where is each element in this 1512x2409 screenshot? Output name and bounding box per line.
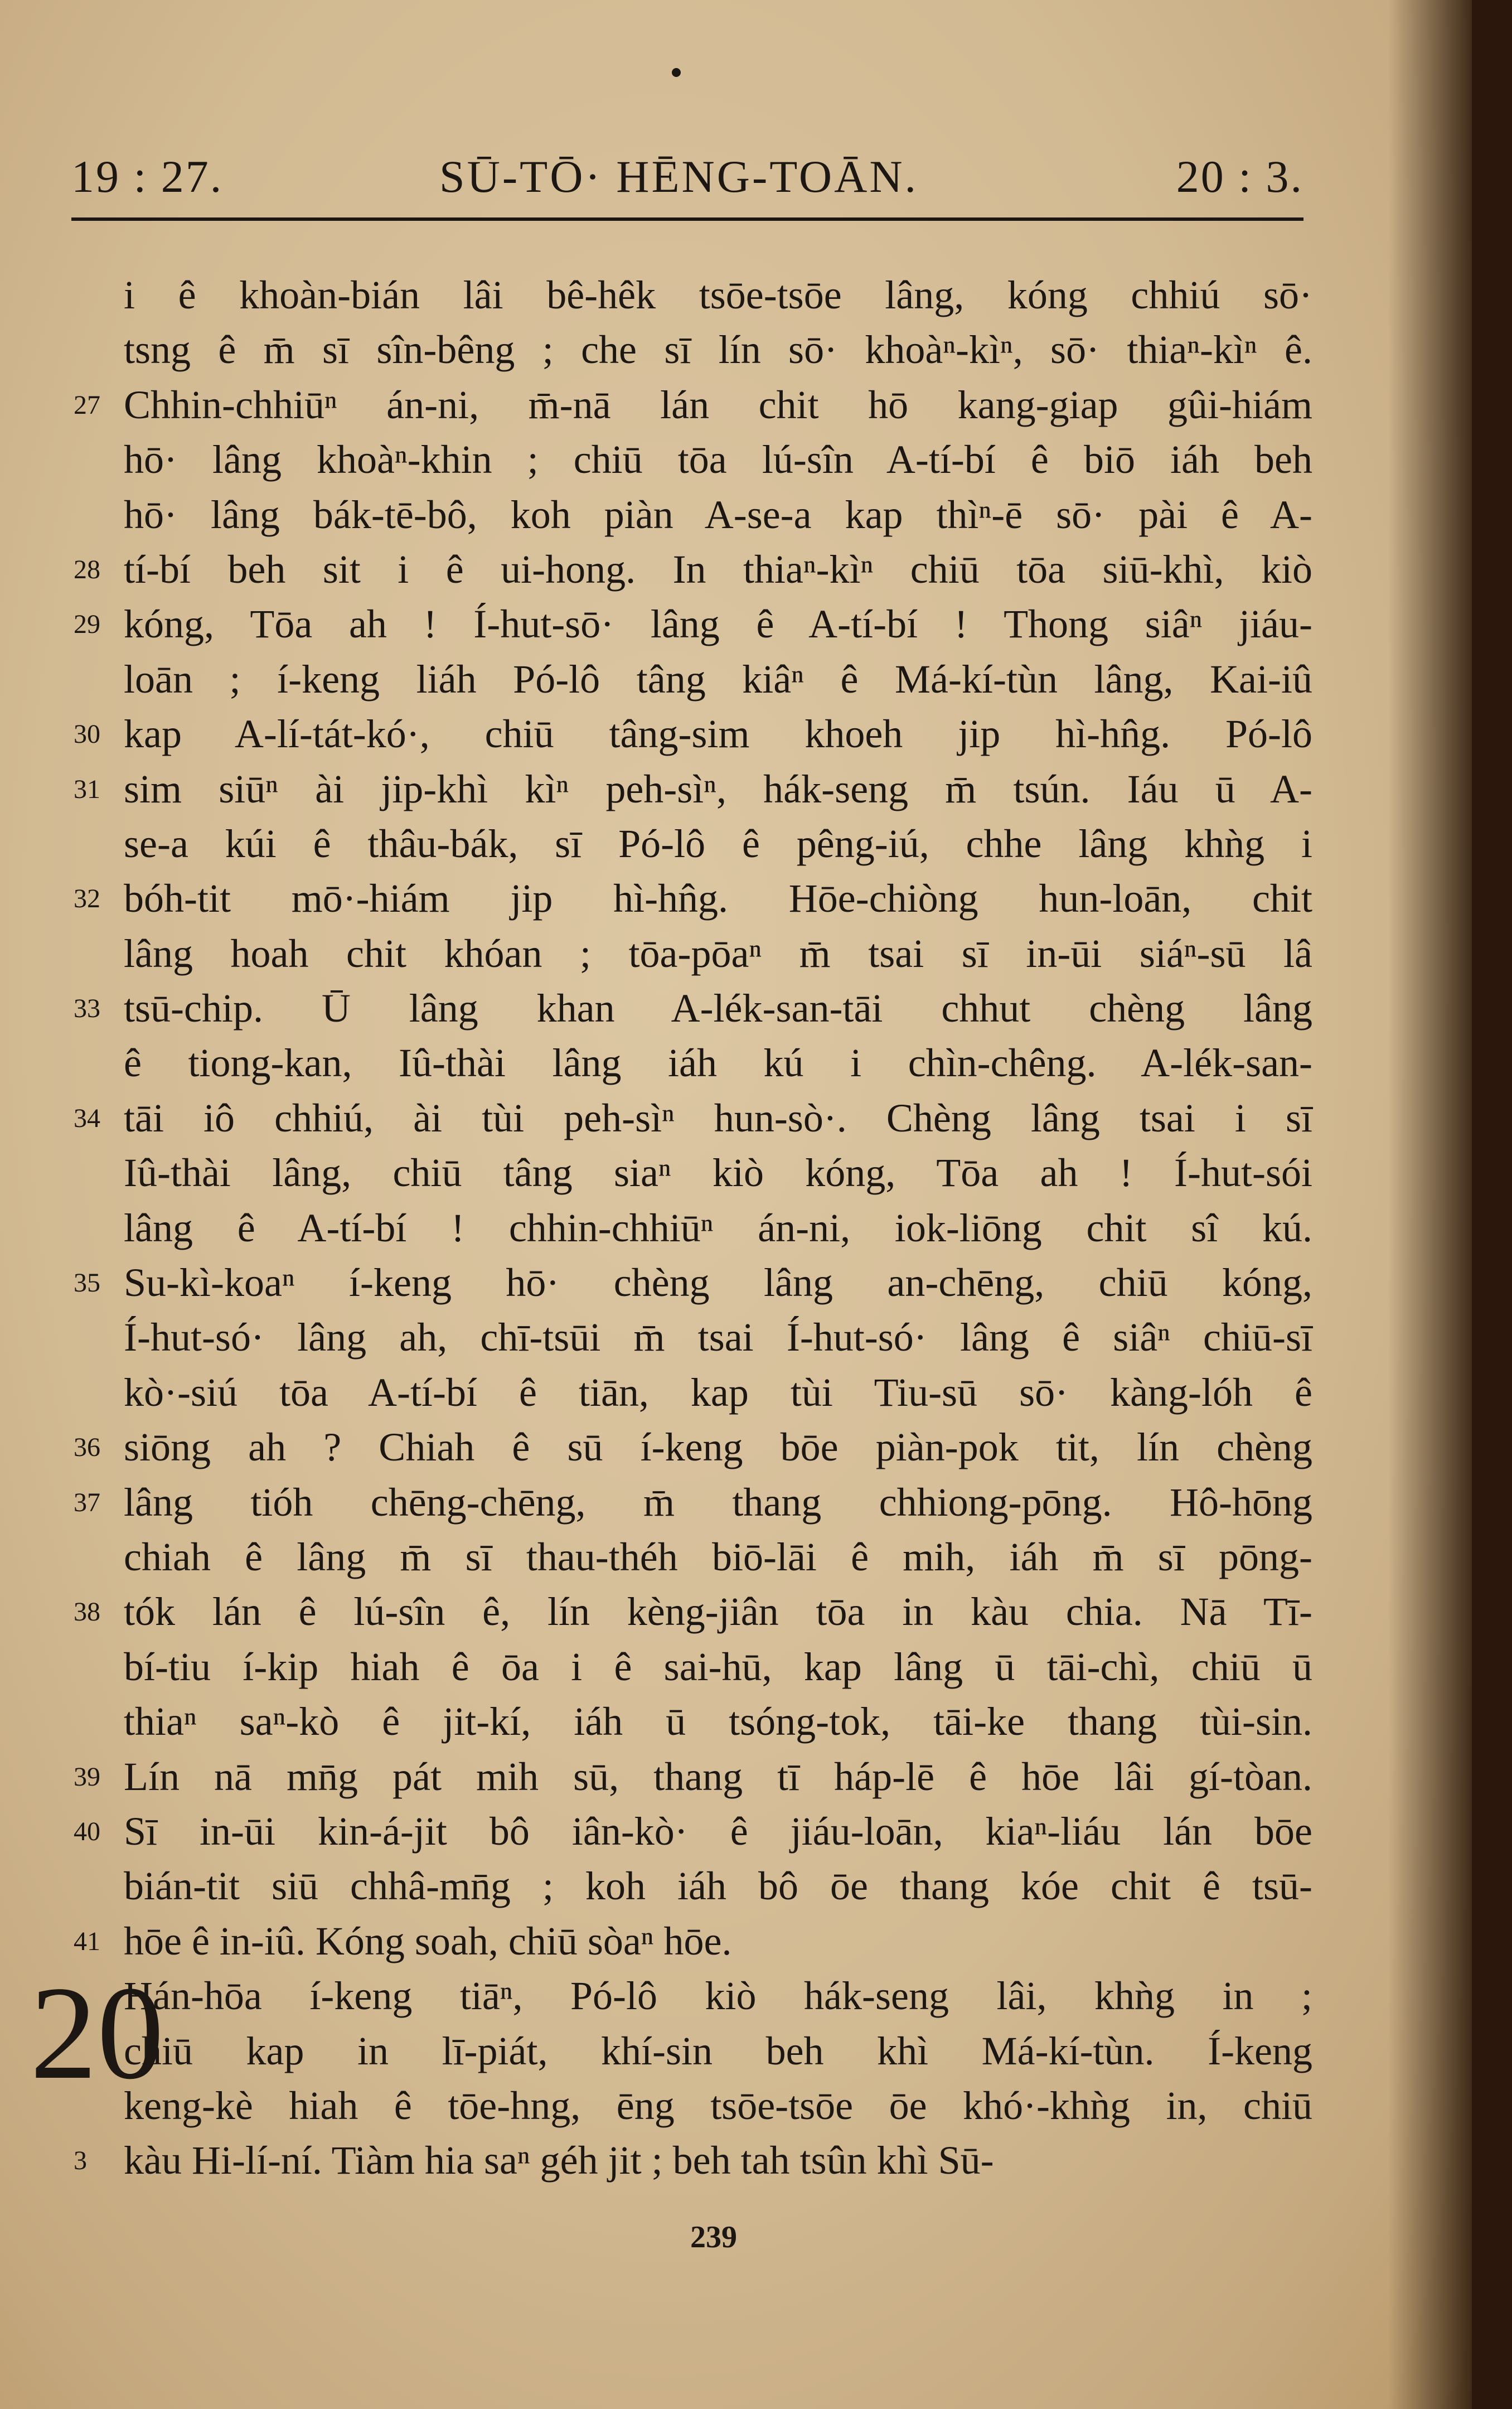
line-text: bián-tit siū chhâ-mn̄g ; koh iáh bô ōe thang kóe chit ê tsū- xyxy=(124,1864,1312,1909)
text-line xyxy=(22,816,1316,871)
text-line xyxy=(22,1859,1316,1913)
text-line xyxy=(22,1968,1316,2023)
line-text: lâng ê A-tí-bí ! chhin-chhiūⁿ án-ni, iok-liōng chit sî kú. xyxy=(124,1205,1312,1250)
verse-number: 36 xyxy=(74,1433,100,1463)
running-header xyxy=(71,151,1303,217)
text-line xyxy=(22,926,1316,981)
text-line xyxy=(22,1255,1316,1310)
verse-number: 3 xyxy=(74,2146,87,2176)
header-right-reference: 20 : 3. xyxy=(1176,151,1303,202)
line-text: kò·-siú tōa A-tí-bí ê tiān, kap tùi Tiu-sū sō· kàng-lóh ê xyxy=(124,1370,1312,1415)
top-dot-mark xyxy=(672,68,681,77)
verse-number: 35 xyxy=(74,1268,100,1298)
verse-number: 31 xyxy=(74,774,100,804)
line-text: siōng ah ? Chiah ê sū í-keng bōe piàn-pok tit, lín chèng xyxy=(124,1425,1312,1470)
line-text: bí-tiu í-kip hiah ê ōa i ê sai-hū, kap lâng ū tāi-chì, chiū ū xyxy=(124,1644,1312,1689)
line-text: keng-kè hiah ê tōe-hng, ēng tsōe-tsōe ōe khó·-khǹg in, chiū xyxy=(124,2083,1312,2128)
line-text: chiū kap in lī-piát, khí-sin beh khì Má-kí-tùn. Í-keng xyxy=(124,2028,1312,2073)
line-text: Lín nā mn̄g pát mih sū, thang tī háp-lē ê hōe lâi gí-tòan. xyxy=(124,1754,1312,1799)
text-line xyxy=(22,268,1316,322)
line-text: kóng, Tōa ah ! Í-hut-sō· lâng ê A-tí-bí ! Thong siâⁿ jiáu- xyxy=(124,602,1312,647)
text-line xyxy=(22,2024,1316,2078)
text-line xyxy=(22,542,1316,597)
line-text: tāi iô chhiú, ài tùi peh-sìⁿ hun-sò·. Chèng lâng tsai i sī xyxy=(124,1095,1312,1140)
line-text: thiaⁿ saⁿ-kò ê jit-kí, iáh ū tsóng-tok, tāi-ke thang tùi-sin. xyxy=(124,1699,1312,1744)
text-line xyxy=(22,652,1316,707)
text-line xyxy=(22,1475,1316,1530)
text-line xyxy=(22,1914,1316,1968)
line-text: loān ; í-keng liáh Pó-lô tâng kiâⁿ ê Má-kí-tùn lâng, Kai-iû xyxy=(124,656,1312,702)
text-line xyxy=(22,871,1316,926)
line-text: Hán-hōa í-keng tiāⁿ, Pó-lô kiò hák-seng lâi, khǹg in ; xyxy=(124,1973,1312,2019)
text-line xyxy=(22,487,1316,542)
text-line xyxy=(22,1584,1316,1639)
text-line xyxy=(22,762,1316,816)
line-text: Chhin-chhiūⁿ án-ni, m̄-nā lán chit hō kang-giap gûi-hiám xyxy=(124,382,1312,427)
line-text: se-a kúi ê thâu-bák, sī Pó-lô ê pêng-iú, chhe lâng khǹg i xyxy=(124,821,1312,866)
text-line xyxy=(22,1201,1316,1255)
text-line xyxy=(22,1530,1316,1584)
line-text: lâng tióh chēng-chēng, m̄ thang chhiong-pōng. Hô-hōng xyxy=(124,1479,1312,1525)
text-line xyxy=(22,1310,1316,1365)
page-number: 239 xyxy=(690,2220,737,2255)
header-title: SŪ-TŌ· HĒNG-TOĀN. xyxy=(439,151,919,202)
header-rule xyxy=(71,217,1303,221)
line-text: Sī in-ūi kin-á-jit bô iân-kò· ê jiáu-loān, kiaⁿ-liáu lán bōe xyxy=(124,1808,1312,1854)
text-line xyxy=(22,1420,1316,1474)
line-text: sim siūⁿ ài jip-khì kìⁿ peh-sìⁿ, hák-seng m̄ tsún. Iáu ū A- xyxy=(124,766,1312,811)
line-text: kap A-lí-tát-kó·, chiū tâng-sim khoeh jip hì-hn̂g. Pó-lô xyxy=(124,712,1312,757)
line-text: Su-kì-koaⁿ í-keng hō· chèng lâng an-chēng, chiū kóng, xyxy=(124,1260,1312,1305)
line-text: kàu Hi-lí-ní. Tiàm hia saⁿ géh jit ; beh tah tsûn khì Sū- xyxy=(124,2138,994,2183)
text-line xyxy=(22,2133,1316,2188)
line-text: i ê khoàn-bián lâi bê-hêk tsōe-tsōe lâng, kóng chhiú sō· xyxy=(124,273,1312,317)
line-text: tsū-chip. Ū lâng khan A-lék-san-tāi chhut chèng lâng xyxy=(124,986,1312,1031)
text-line xyxy=(22,981,1316,1036)
text-line xyxy=(22,1365,1316,1420)
line-text: Iû-thài lâng, chiū tâng siaⁿ kiò kóng, Tōa ah ! Í-hut-sói xyxy=(124,1150,1312,1196)
text-line xyxy=(22,1091,1316,1145)
verse-number: 40 xyxy=(74,1816,100,1846)
line-text: hō· lâng khoàⁿ-khin ; chiū tōa lú-sîn A-tí-bí ê biō iáh beh xyxy=(124,437,1312,482)
header-left-reference: 19 : 27. xyxy=(71,151,224,202)
line-text: chiah ê lâng m̄ sī thau-théh biō-lāi ê mih, iáh m̄ sī pōng- xyxy=(124,1534,1312,1579)
verse-number: 39 xyxy=(74,1762,100,1792)
text-line xyxy=(22,597,1316,651)
text-line xyxy=(22,378,1316,432)
line-text: lâng hoah chit khóan ; tōa-pōaⁿ m̄ tsai sī in-ūi siáⁿ-sū lâ xyxy=(124,931,1312,976)
verse-number: 27 xyxy=(74,390,100,420)
line-text: ê tiong-kan, Iû-thài lâng iáh kú i chìn-chêng. A-lék-san- xyxy=(124,1041,1312,1086)
verse-number: 34 xyxy=(74,1103,100,1133)
text-line xyxy=(22,1804,1316,1859)
line-text: hōe ê in-iû. Kóng soah, chiū sòaⁿ hōe. xyxy=(124,1918,732,1963)
line-text: tók lán ê lú-sîn ê, lín kèng-jiân tōa in kàu chia. Nā Tī- xyxy=(124,1589,1312,1634)
text-line xyxy=(22,707,1316,761)
verse-number: 30 xyxy=(74,719,100,749)
verse-number: 29 xyxy=(74,609,100,640)
text-line xyxy=(22,2078,1316,2133)
line-text: hō· lâng bák-tē-bô, koh piàn A-se-a kap thìⁿ-ē sō· pài ê A- xyxy=(124,492,1312,537)
text-line xyxy=(22,1036,1316,1090)
line-text: bóh-tit mō·-hiám jip hì-hn̂g. Hōe-chiòng hun-loān, chit xyxy=(124,876,1312,921)
text-line xyxy=(22,1749,1316,1804)
page-edge-shadow xyxy=(1388,0,1472,2409)
verse-number: 32 xyxy=(74,884,100,914)
text-line xyxy=(22,1639,1316,1694)
line-text: tsng ê m̄ sī sîn-bêng ; che sī lín sō· khoàⁿ-kìⁿ, sō· thiaⁿ-kìⁿ ê. xyxy=(124,327,1312,373)
text-line xyxy=(22,322,1316,377)
text-line xyxy=(22,432,1316,487)
verse-number: 33 xyxy=(74,994,100,1024)
chapter-number: 20 xyxy=(30,1958,164,2107)
text-line xyxy=(22,1694,1316,1749)
line-text: Í-hut-só· lâng ah, chī-tsūi m̄ tsai Í-hut-só· lâng ê siâⁿ chiū-sī xyxy=(124,1315,1312,1360)
verse-number: 41 xyxy=(74,1926,100,1956)
verse-number: 38 xyxy=(74,1597,100,1627)
line-text: tí-bí beh sit i ê ui-hong. In thiaⁿ-kìⁿ chiū tōa siū-khì, kiò xyxy=(124,546,1312,592)
body-text xyxy=(22,268,1316,2188)
text-line xyxy=(22,1145,1316,1200)
verse-number: 37 xyxy=(74,1487,100,1517)
verse-number: 28 xyxy=(74,554,100,584)
